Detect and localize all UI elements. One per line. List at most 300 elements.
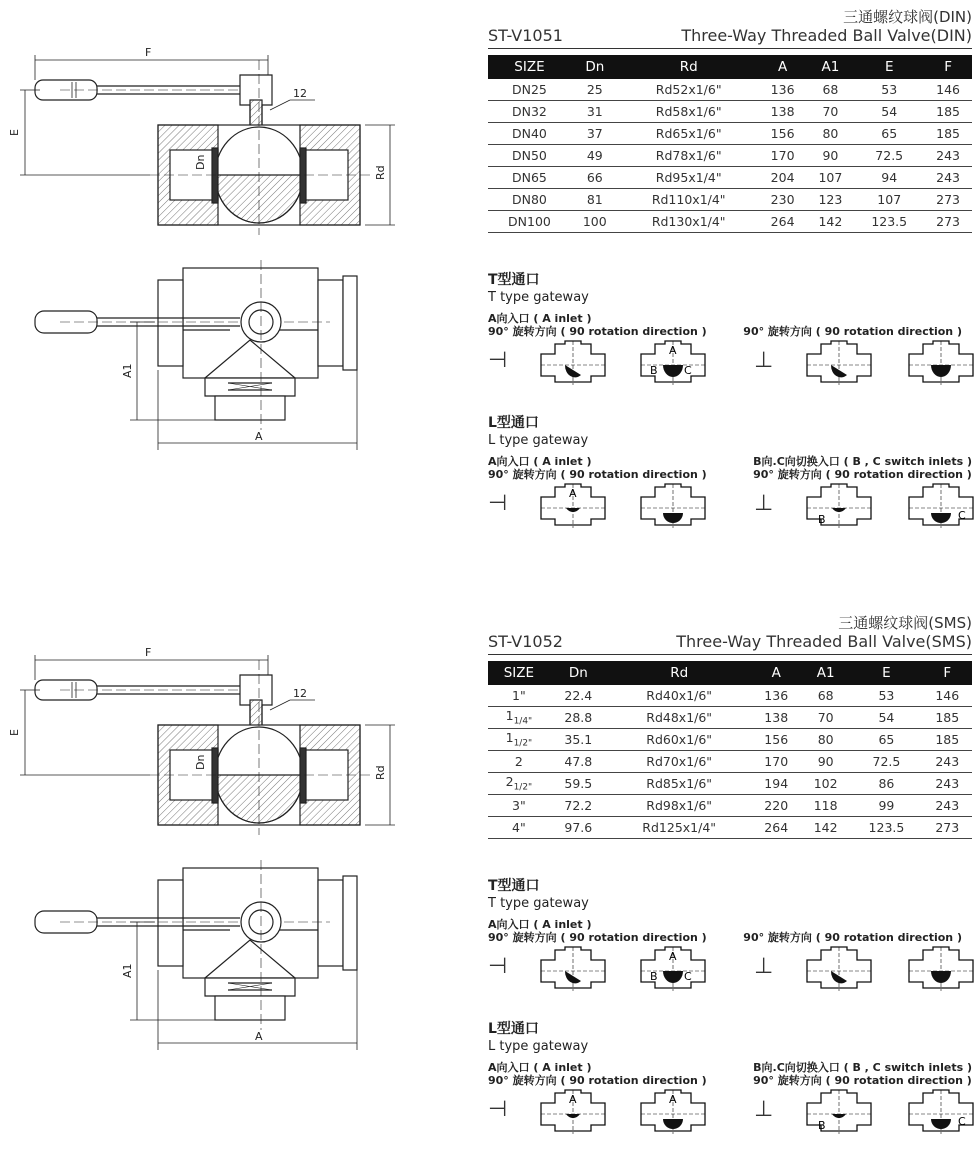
cell-value: Rd85x1/6"	[646, 776, 713, 791]
cell-value: 123.5	[868, 820, 905, 835]
table-cell	[807, 101, 855, 123]
cell-value: 97.6	[564, 820, 593, 835]
cn-title: 三通螺纹球阀(SMS)	[838, 614, 972, 632]
table-cell	[571, 145, 619, 167]
cell-value: Rd48x1/6"	[646, 710, 713, 725]
table-cell	[923, 817, 972, 839]
rotation-symbol-icon: ⊥	[754, 348, 774, 373]
table-cell	[752, 707, 801, 729]
table-row	[488, 795, 972, 817]
l-type-heading: L型通口	[488, 415, 539, 431]
cell-value: 70	[817, 710, 834, 725]
table-cell	[924, 123, 972, 145]
cell-value: 146	[935, 688, 960, 703]
rotation-symbol-icon: ⊥	[754, 954, 774, 979]
t-type-left-caption	[488, 312, 707, 340]
cell-value: 146	[936, 82, 960, 97]
table-cell	[854, 101, 924, 123]
cell-value: 273	[936, 192, 960, 207]
cell-value: Rd125x1/4"	[642, 820, 717, 835]
cell-value: 243	[935, 754, 960, 769]
valve-technical-drawing	[0, 600, 470, 1060]
cell-value: 170	[764, 754, 789, 769]
port-letter-c: C	[684, 364, 692, 377]
column-header: SIZE	[488, 55, 571, 79]
table-cell	[854, 79, 924, 101]
table-cell	[550, 795, 607, 817]
table-cell	[571, 167, 619, 189]
port-letter-a: A	[669, 344, 677, 357]
cell-value: 37	[586, 126, 603, 141]
table-cell	[854, 211, 924, 233]
table-cell	[607, 751, 752, 773]
caption-line: 90° 旋转方向 ( 90 rotation direction )	[488, 468, 707, 481]
table-row	[488, 817, 972, 839]
dim-label-12: 12	[293, 87, 307, 100]
cell-value: 220	[764, 798, 789, 813]
table-cell	[619, 123, 759, 145]
cell-value: 138	[770, 104, 795, 119]
table-cell	[488, 123, 571, 145]
column-header: F	[924, 55, 972, 79]
cell-value: 47.8	[564, 754, 593, 769]
table-row	[488, 101, 972, 123]
port-letter-c: C	[958, 509, 966, 522]
table-cell	[807, 167, 855, 189]
cell-value: 138	[764, 710, 789, 725]
table-cell	[801, 795, 850, 817]
table-cell	[807, 189, 855, 211]
cell-value: 1"	[512, 688, 526, 703]
dim-label-a1: A1	[121, 363, 134, 378]
title-row	[488, 26, 972, 49]
table-row	[488, 751, 972, 773]
table-cell	[924, 211, 972, 233]
table-cell	[752, 751, 801, 773]
cell-value: Rd78x1/6"	[655, 148, 722, 163]
cell-value: 22.4	[564, 688, 593, 703]
table-cell	[550, 773, 607, 795]
cell-value: 80	[822, 126, 839, 141]
table-cell	[619, 101, 759, 123]
table-cell	[923, 773, 972, 795]
top-view	[35, 860, 357, 1050]
table-cell	[488, 729, 550, 751]
caption-line: 90° 旋转方向 ( 90 rotation direction )	[488, 931, 707, 944]
cell-value: 273	[936, 214, 960, 229]
l-type-right-caption	[753, 455, 972, 483]
size-fraction: 1/2"	[513, 782, 533, 793]
t-type-icons	[488, 340, 972, 386]
table-cell	[607, 685, 752, 707]
top-view	[35, 260, 357, 450]
table-cell	[752, 685, 801, 707]
caption-spacer	[743, 312, 962, 325]
port-letter-c: C	[684, 970, 692, 983]
t-type-right-caption	[743, 312, 962, 340]
caption-line: B向.C向切换入口 ( B , C switch inlets )	[753, 455, 972, 468]
l-type-section	[488, 414, 972, 529]
cell-value: DN50	[512, 148, 547, 163]
drawing-panel-2	[0, 600, 470, 1060]
dim-label-a: A	[255, 1030, 263, 1043]
table-row	[488, 123, 972, 145]
table-cell	[807, 211, 855, 233]
table-cell	[607, 729, 752, 751]
table-cell	[850, 707, 922, 729]
product-title: Three-Way Threaded Ball Valve(SMS)	[676, 632, 972, 651]
table-cell	[924, 167, 972, 189]
cell-value: Rd95x1/4"	[655, 170, 722, 185]
table-cell	[807, 79, 855, 101]
section-view	[20, 55, 395, 235]
cell-value: 273	[935, 820, 960, 835]
table-cell	[854, 189, 924, 211]
cell-value: Rd70x1/6"	[646, 754, 713, 769]
model-number: ST-V1052	[488, 632, 563, 651]
t-type-subheading: T type gateway	[488, 290, 589, 305]
t-type-section	[488, 877, 972, 992]
table-cell	[759, 167, 807, 189]
column-header: A	[752, 661, 801, 685]
l-type-captions	[488, 455, 972, 483]
t-type-captions	[488, 312, 972, 340]
l-type-section	[488, 1020, 972, 1135]
l-type-right-caption	[753, 1061, 972, 1089]
column-header: A1	[801, 661, 850, 685]
cell-value: 72.2	[564, 798, 593, 813]
column-header: Dn	[571, 55, 619, 79]
rotation-symbol-icon: ⊣	[488, 348, 508, 373]
table-cell	[850, 817, 922, 839]
table-cell	[850, 773, 922, 795]
table-cell	[550, 685, 607, 707]
caption-line: 90° 旋转方向 ( 90 rotation direction )	[488, 1074, 707, 1087]
caption-line: A向入口 ( A inlet )	[488, 312, 592, 325]
caption-line: 90° 旋转方向 ( 90 rotation direction )	[743, 931, 962, 944]
table-header-row	[488, 55, 972, 79]
l-type-heading: L型通口	[488, 1021, 539, 1037]
table-cell	[571, 79, 619, 101]
table-cell	[619, 189, 759, 211]
table-cell	[924, 145, 972, 167]
cell-value: 185	[935, 732, 960, 747]
cell-value: 102	[813, 776, 838, 791]
table-cell	[850, 729, 922, 751]
table-cell	[801, 707, 850, 729]
table-cell	[488, 167, 571, 189]
cell-value: DN40	[512, 126, 547, 141]
column-header: A	[759, 55, 807, 79]
table-cell	[488, 79, 571, 101]
cell-value: 1	[505, 730, 514, 746]
title-row	[488, 632, 972, 655]
port-letter-b: B	[650, 364, 658, 377]
table-cell	[923, 685, 972, 707]
table-cell	[807, 123, 855, 145]
cell-value: 107	[818, 170, 843, 185]
cell-value: 264	[764, 820, 789, 835]
table-cell	[759, 123, 807, 145]
caption-line: 90° 旋转方向 ( 90 rotation direction )	[743, 325, 962, 338]
table-cell	[801, 751, 850, 773]
cell-value: 81	[586, 192, 603, 207]
column-header: E	[850, 661, 922, 685]
table-cell	[550, 817, 607, 839]
table-cell	[752, 729, 801, 751]
cell-value: 3"	[512, 798, 526, 813]
cn-title: 三通螺纹球阀(DIN)	[843, 8, 972, 26]
table-cell	[759, 145, 807, 167]
table-cell	[854, 145, 924, 167]
cell-value: 2	[505, 774, 514, 790]
port-letter-b: B	[650, 970, 658, 983]
dim-label-12: 12	[293, 687, 307, 700]
table-row	[488, 167, 972, 189]
dim-label-a: A	[255, 430, 263, 443]
cell-value: 90	[822, 148, 839, 163]
t-type-heading: T型通口	[488, 878, 540, 894]
cell-value: 28.8	[564, 710, 593, 725]
table-cell	[488, 817, 550, 839]
cell-value: 80	[817, 732, 834, 747]
cell-value: 142	[813, 820, 838, 835]
cell-value: 94	[881, 170, 898, 185]
table-row	[488, 145, 972, 167]
cell-value: 204	[770, 170, 795, 185]
cell-value: DN100	[508, 214, 551, 229]
table-cell	[607, 817, 752, 839]
column-header: Dn	[550, 661, 607, 685]
cell-value: 156	[764, 732, 789, 747]
table-cell	[488, 101, 571, 123]
cell-value: DN65	[512, 170, 547, 185]
table-cell	[607, 707, 752, 729]
port-letter-c: C	[958, 1115, 966, 1128]
t-type-subheading: T type gateway	[488, 896, 589, 911]
model-number: ST-V1051	[488, 26, 563, 45]
cell-value: 136	[764, 688, 789, 703]
cell-value: DN25	[512, 82, 547, 97]
cell-value: 123.5	[871, 214, 908, 229]
port-letter-a: A	[669, 1093, 677, 1106]
table-row	[488, 773, 972, 795]
cell-value: 90	[817, 754, 834, 769]
valve-technical-drawing	[0, 0, 470, 460]
table-cell	[854, 167, 924, 189]
rotation-symbol-icon: ⊣	[488, 954, 508, 979]
table-cell	[759, 101, 807, 123]
cell-value: 1	[505, 708, 514, 724]
cell-value: 142	[818, 214, 843, 229]
cell-value: Rd52x1/6"	[655, 82, 722, 97]
table-cell	[571, 211, 619, 233]
cell-value: 230	[770, 192, 795, 207]
cell-value: Rd60x1/6"	[646, 732, 713, 747]
cell-value: 100	[582, 214, 607, 229]
table-cell	[619, 167, 759, 189]
cell-value: 25	[586, 82, 603, 97]
column-header: E	[854, 55, 924, 79]
column-header: Rd	[607, 661, 752, 685]
cell-value: 2	[514, 754, 523, 769]
table-cell	[488, 707, 550, 729]
cell-value: 54	[878, 710, 895, 725]
cell-value: 264	[770, 214, 795, 229]
caption-spacer	[743, 918, 962, 931]
port-letter-b: B	[818, 513, 826, 526]
cell-value: 185	[936, 126, 960, 141]
table-cell	[759, 189, 807, 211]
cell-value: 123	[818, 192, 843, 207]
cell-value: 243	[936, 148, 960, 163]
drawing-panel-1	[0, 0, 470, 460]
size-fraction: 1/2"	[513, 738, 533, 749]
t-type-left-caption	[488, 918, 707, 946]
table-header-row	[488, 661, 972, 685]
table-cell	[488, 211, 571, 233]
dim-label-e: E	[8, 729, 21, 736]
table-cell	[923, 729, 972, 751]
table-cell	[850, 685, 922, 707]
table-row	[488, 189, 972, 211]
section-view	[20, 655, 395, 835]
table-cell	[752, 773, 801, 795]
cell-value: 68	[822, 82, 839, 97]
cell-value: 59.5	[564, 776, 593, 791]
size-fraction: 1/4"	[513, 716, 533, 727]
cell-value: 170	[770, 148, 795, 163]
rotation-symbol-icon: ⊥	[754, 491, 774, 516]
cell-value: DN80	[512, 192, 547, 207]
table-cell	[924, 101, 972, 123]
cell-value: 194	[764, 776, 789, 791]
port-letter-a: A	[569, 1093, 577, 1106]
table-row	[488, 685, 972, 707]
table-cell	[488, 189, 571, 211]
table-cell	[571, 189, 619, 211]
table-cell	[752, 817, 801, 839]
cell-value: 35.1	[564, 732, 593, 747]
dim-label-dn: Dn	[194, 154, 207, 170]
table-cell	[801, 817, 850, 839]
column-header: Rd	[619, 55, 759, 79]
table-cell	[759, 79, 807, 101]
caption-line: A向入口 ( A inlet )	[488, 1061, 592, 1074]
cell-value: 243	[935, 776, 960, 791]
spec-block-1	[488, 8, 972, 529]
caption-line: 90° 旋转方向 ( 90 rotation direction )	[488, 325, 707, 338]
cell-value: Rd98x1/6"	[646, 798, 713, 813]
dim-label-f: F	[145, 646, 152, 659]
cell-value: 53	[881, 82, 898, 97]
column-header: F	[923, 661, 972, 685]
cell-value: 243	[935, 798, 960, 813]
table-cell	[924, 189, 972, 211]
t-type-heading: T型通口	[488, 272, 540, 288]
l-type-subheading: L type gateway	[488, 1039, 589, 1054]
table-cell	[752, 795, 801, 817]
dim-label-rd: Rd	[374, 165, 387, 180]
l-type-captions	[488, 1061, 972, 1089]
table-cell	[488, 145, 571, 167]
cell-value: 156	[770, 126, 795, 141]
table-cell	[850, 795, 922, 817]
cell-value: Rd110x1/4"	[651, 192, 726, 207]
cell-value: 49	[586, 148, 603, 163]
port-letter-b: B	[818, 1119, 826, 1132]
table-cell	[854, 123, 924, 145]
cell-value: 72.5	[875, 148, 904, 163]
cell-value: 65	[878, 732, 895, 747]
table-row	[488, 729, 972, 751]
spec-block-2	[488, 614, 972, 1135]
t-type-section	[488, 271, 972, 386]
cell-value: 31	[586, 104, 603, 119]
cell-value: Rd40x1/6"	[646, 688, 713, 703]
cell-value: 54	[881, 104, 898, 119]
table-cell	[488, 795, 550, 817]
port-letter-a: A	[669, 950, 677, 963]
caption-line: A向入口 ( A inlet )	[488, 455, 592, 468]
cell-value: 53	[878, 688, 895, 703]
table-cell	[488, 685, 550, 707]
table-cell	[550, 751, 607, 773]
cell-value: 99	[878, 798, 895, 813]
cell-value: 185	[936, 104, 960, 119]
table-cell	[924, 79, 972, 101]
column-header: A1	[807, 55, 855, 79]
table-cell	[801, 729, 850, 751]
table-cell	[607, 795, 752, 817]
cell-value: Rd58x1/6"	[655, 104, 722, 119]
table-cell	[488, 773, 550, 795]
caption-line: 90° 旋转方向 ( 90 rotation direction )	[753, 1074, 972, 1087]
t-type-right-caption	[743, 918, 962, 946]
dim-label-e: E	[8, 129, 21, 136]
caption-line: A向入口 ( A inlet )	[488, 918, 592, 931]
column-header: SIZE	[488, 661, 550, 685]
table-cell	[571, 101, 619, 123]
l-type-subheading: L type gateway	[488, 433, 589, 448]
table-cell	[571, 123, 619, 145]
table-cell	[807, 145, 855, 167]
product-title: Three-Way Threaded Ball Valve(DIN)	[681, 26, 972, 45]
table-cell	[923, 707, 972, 729]
spec-table	[488, 55, 972, 233]
l-type-icons	[488, 1089, 972, 1135]
table-row	[488, 79, 972, 101]
table-cell	[550, 729, 607, 751]
table-cell	[923, 751, 972, 773]
table-cell	[619, 79, 759, 101]
port-letter-a: A	[569, 487, 577, 500]
table-cell	[488, 751, 550, 773]
table-cell	[619, 211, 759, 233]
table-row	[488, 707, 972, 729]
cell-value: 136	[770, 82, 795, 97]
t-type-icons	[488, 946, 972, 992]
table-cell	[801, 685, 850, 707]
cell-value: 185	[935, 710, 960, 725]
cell-value: 86	[878, 776, 895, 791]
dim-label-rd: Rd	[374, 765, 387, 780]
cell-value: 70	[822, 104, 839, 119]
l-type-left-caption	[488, 455, 707, 483]
cell-value: 65	[881, 126, 898, 141]
l-type-left-caption	[488, 1061, 707, 1089]
table-row	[488, 211, 972, 233]
